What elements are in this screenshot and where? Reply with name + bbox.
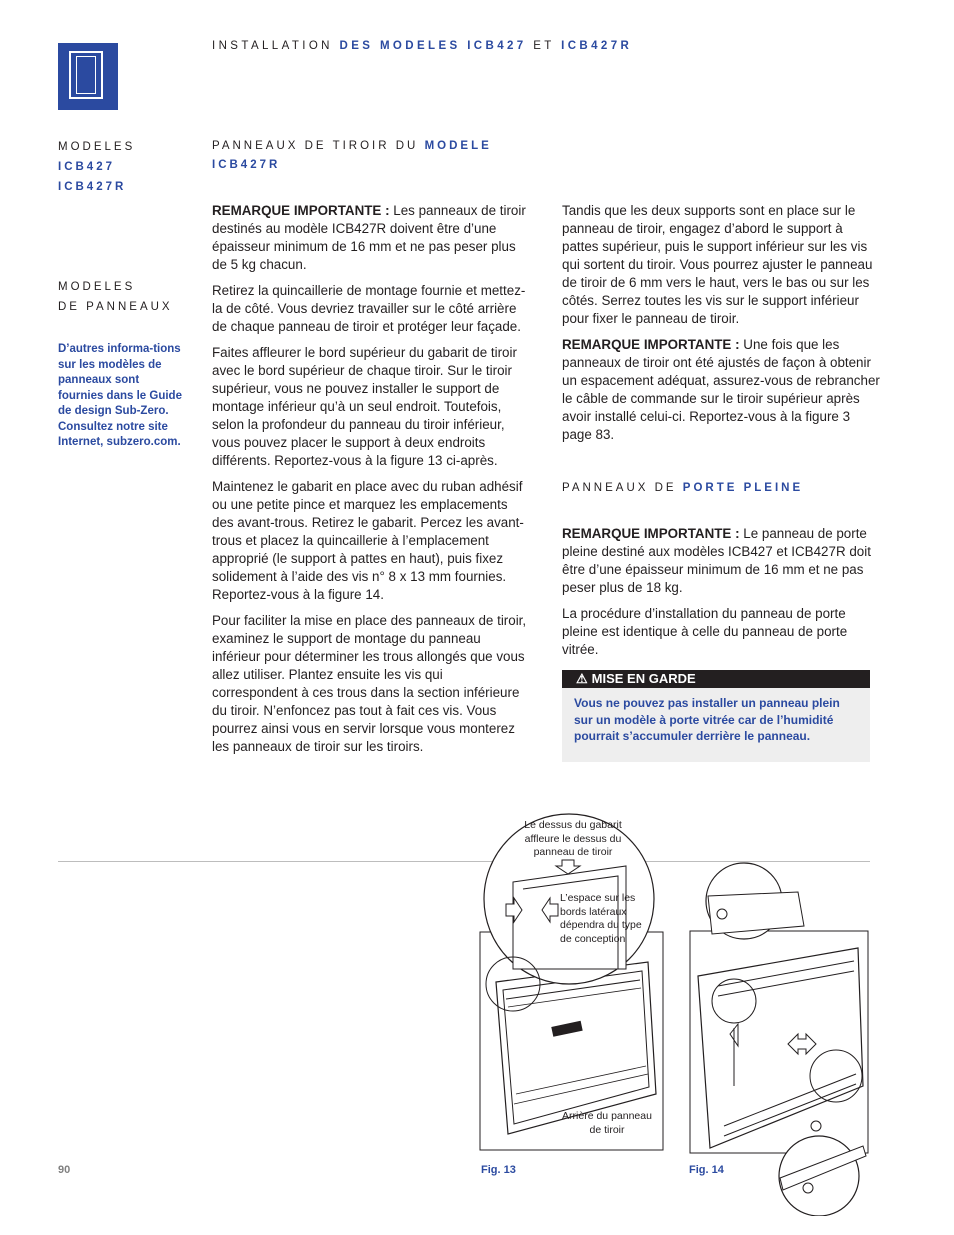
figure-14-illustration <box>688 856 872 1216</box>
section-drawer-panels-title <box>212 137 522 175</box>
callout-template-top: Le dessus du gabarit affleure le dessus du panneau de tiroir <box>524 819 622 858</box>
section-full-door-title <box>562 479 882 498</box>
page-number: 90 <box>58 1164 71 1176</box>
section2-title-bold: PORTE PLEINE <box>682 482 804 494</box>
col1-paragraph-3: Faites affleurer le bord supérieur du gabarit de tiroir avec le bord supérieur de chaque tiroir. Sur le tiroir supérieur, vous ne pouvez installer le support de montage inférieur qu’à un seul endroit. Toutefois, selon la profondeur du panneau du tiroir inférieur, vous pouvez placer le support à deux endroits différents. Reportez-vous à la figure 13 ci-après. <box>212 345 517 468</box>
header-joiner: ET <box>533 40 555 52</box>
col2-paragraph-2: REMARQUE IMPORTANTE : Une fois que les panneaux de tiroir ont été ajustés de façon à obtenir un espacement adéquat, assurez-vous de rebrancher le câble de commande sur le tiroir supérieur après avoir installé celui-ci. Reportez-vous à la figure 3 page 83. <box>562 337 880 442</box>
section2-body <box>562 525 880 667</box>
sidebar-models <box>58 137 135 197</box>
section1-title-bold: MODELE ICB427R <box>212 140 492 171</box>
sidebar-panel-models <box>58 277 173 317</box>
sub-zero-logo-icon <box>58 43 118 110</box>
section2-note-label: REMARQUE IMPORTANTE : <box>562 526 740 541</box>
col1-paragraph-2: Retirez la quincaillerie de montage fournie et mettez-la de côté. Vous devriez travailler sur le côté arrière de chaque panneau de tiroir et protéger leur façade. <box>212 283 526 334</box>
callout-side-space: L’espace sur les bords latéraux dépendra du type de conception <box>560 892 642 945</box>
sidebar-panel-models-line2: DE PANNEAUX <box>58 301 173 313</box>
col1-paragraph-5: Pour faciliter la mise en place des panneaux de tiroir, examinez le support de montage du panneau inférieur pour déterminer les trous allongés que vous allez utiliser. Plantez ensuite les vis qui correspondent à ces trous dans la section inférieure du tiroir. N’enfoncez pas tout à fait ces vis. Vous pourrez ainsi vous en servir lorsque vous monterez les panneaux de tiroir sur les tiroirs. <box>212 613 527 754</box>
header-prefix: INSTALLATION <box>212 40 333 52</box>
sidebar-model-2: ICB427R <box>58 181 127 193</box>
sidebar-panel-models-line1: MODELES <box>58 281 136 293</box>
section1-title-plain: PANNEAUX DE TIROIR DU <box>212 140 419 152</box>
col2-paragraph-1: Tandis que les deux supports sont en place sur le panneau de tiroir, engagez d’abord le support à pattes supérieur, puis le support inférieur sur les vis qui sortent du tiroir. Vous pourrez ajuster le panneau de tiroir de 6 mm vers le haut, vers le bas ou sur les côtés. Serrez toutes les vis sur le support inférieur pour fixer le panneau de tiroir. <box>562 203 873 326</box>
header-suffix: ICB427R <box>561 40 633 52</box>
sidebar-models-label: MODELES <box>58 141 136 153</box>
warning-heading <box>562 670 870 688</box>
col1-note-label: REMARQUE IMPORTANTE : <box>212 203 390 218</box>
warning-icon: ⚠ <box>576 671 588 686</box>
section2-paragraph-1: REMARQUE IMPORTANTE : Le panneau de porte pleine destiné aux modèles ICB427 et ICB427R doit être d’une épaisseur minimum de 16 mm et ne pas peser plus de 18 kg. <box>562 526 871 595</box>
column-2 <box>562 202 882 452</box>
figure-13-label: Fig. 13 <box>481 1164 516 1176</box>
warning-body: Vous ne pouvez pas installer un panneau plein sur un modèle à porte vitrée car de l’humidité pourrait s’accumuler derrière le panneau. <box>562 688 870 762</box>
callout-panel-back: Arrière du panneau de tiroir <box>562 1110 652 1136</box>
section2-title-plain: PANNEAUX DE <box>562 482 677 494</box>
page-header <box>212 40 632 52</box>
column-1 <box>212 202 530 764</box>
header-middle: DES MODELES ICB427 <box>339 40 527 52</box>
col1-paragraph-1: REMARQUE IMPORTANTE : Les panneaux de tiroir destinés au modèle ICB427R doivent être d’une épaisseur minimum de 16 mm et ne pas peser plus de 5 kg chacun. <box>212 203 526 272</box>
sidebar-model-1: ICB427 <box>58 161 115 173</box>
col2-note-label: REMARQUE IMPORTANTE : <box>562 337 740 352</box>
sidebar-note: D’autres informa-tions sur les modèles de panneaux sont fournies dans le Guide de design Sub-Zero. Consultez notre site Internet, subzero.com. <box>58 343 182 448</box>
warning-heading-text: MISE EN GARDE <box>591 671 696 686</box>
figure-14-label: Fig. 14 <box>689 1164 724 1176</box>
col1-paragraph-4: Maintenez le gabarit en place avec du ruban adhésif ou une petite pince et marquez les emplacements des avant-trous. Retirez le gabarit. Percez les avant-trous et placez la quincaillerie à l’emplacement approprié (le support à pattes en haut), puis fixez solidement à l’aide des vis n° 8 x 13 mm fournies. Reportez-vous à la figure 14. <box>212 479 524 602</box>
section2-paragraph-2: La procédure d’installation du panneau de porte pleine est identique à celle du panneau de porte vitrée. <box>562 606 848 657</box>
